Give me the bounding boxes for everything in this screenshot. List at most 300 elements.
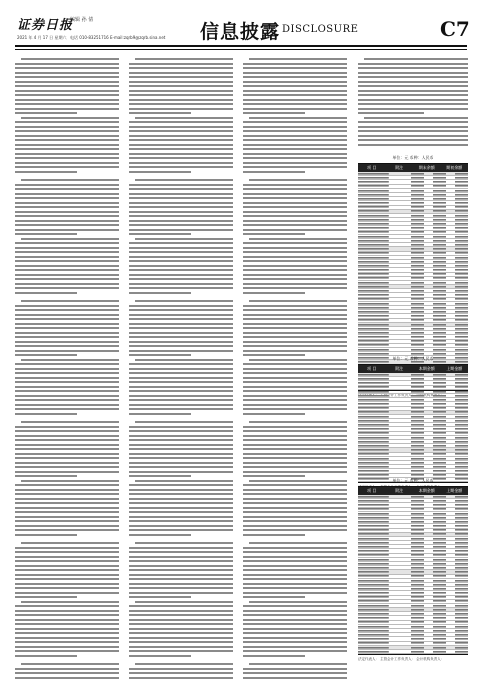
text-line — [243, 72, 347, 74]
text-line — [243, 628, 347, 630]
text-line — [15, 121, 119, 123]
table-cell — [424, 247, 446, 250]
table-cell — [446, 398, 468, 401]
text-line — [358, 135, 468, 137]
table-cell — [358, 268, 402, 271]
text-line — [358, 108, 468, 110]
table-cell — [358, 306, 402, 309]
table-cell — [446, 423, 468, 426]
text-line — [129, 85, 233, 87]
text-line — [15, 130, 119, 132]
text-line — [243, 206, 347, 208]
text-line — [15, 251, 119, 253]
table-cell — [446, 335, 468, 338]
table-row — [358, 650, 468, 654]
text-line — [15, 462, 119, 464]
table-cell — [402, 348, 424, 351]
table-cell — [402, 335, 424, 338]
table-cell — [358, 273, 402, 276]
text-line — [15, 318, 119, 320]
table-cell — [424, 197, 446, 200]
table-cell — [424, 218, 446, 221]
text-line — [243, 139, 347, 141]
table-cell — [358, 579, 402, 582]
table-cell — [402, 516, 424, 519]
table-cell — [402, 529, 424, 532]
text-line — [21, 601, 119, 603]
table-cell — [446, 440, 468, 443]
text-line — [249, 58, 347, 60]
table-cell — [424, 411, 446, 414]
text-line — [243, 292, 305, 294]
table-header: 项 目 附注 本期金额 上期金额 — [358, 487, 468, 495]
text-line — [129, 489, 233, 491]
table-cell — [446, 340, 468, 343]
text-line — [15, 139, 119, 141]
table-cell — [402, 453, 424, 456]
table-cell — [424, 596, 446, 599]
table-cell — [402, 176, 424, 179]
table-cell — [424, 193, 446, 196]
table-cell — [446, 319, 468, 322]
text-line — [243, 619, 347, 621]
text-line — [243, 408, 347, 410]
text-line — [243, 614, 347, 616]
table-cell — [446, 575, 468, 578]
text-line — [129, 623, 233, 625]
table-cell — [446, 256, 468, 259]
table-cell — [424, 465, 446, 468]
table-cell — [358, 298, 402, 301]
table-cell — [424, 600, 446, 603]
text-line — [15, 404, 119, 406]
text-line — [15, 112, 77, 114]
text-line — [243, 274, 347, 276]
text-line — [129, 354, 191, 356]
text-line — [243, 341, 347, 343]
table-cell — [358, 193, 402, 196]
text-line — [243, 596, 305, 598]
text-line — [15, 220, 119, 222]
text-line — [15, 99, 119, 101]
table-cell — [402, 302, 424, 305]
text-line — [15, 498, 119, 500]
table-cell — [402, 172, 424, 175]
table-cell — [358, 222, 402, 225]
text-line — [129, 430, 233, 432]
editor-credit: 编辑 孙 倩 — [70, 17, 94, 23]
text-line — [15, 628, 119, 630]
text-line — [15, 493, 119, 495]
text-line — [129, 368, 233, 370]
table-cell — [358, 457, 402, 460]
table-cell — [358, 432, 402, 435]
text-line — [15, 408, 119, 410]
text-line — [243, 157, 347, 159]
text-line — [243, 305, 347, 307]
table-cell — [424, 348, 446, 351]
table-cell — [446, 185, 468, 188]
text-line — [15, 327, 119, 329]
table-cell — [446, 545, 468, 548]
table-cell — [358, 302, 402, 305]
text-line — [243, 336, 347, 338]
text-line — [129, 592, 233, 594]
text-line — [243, 493, 347, 495]
text-line — [15, 650, 119, 652]
text-line — [15, 193, 119, 195]
text-line — [15, 256, 119, 258]
table-cell — [446, 646, 468, 649]
text-line — [15, 646, 119, 648]
table-cell — [446, 306, 468, 309]
text-line — [15, 507, 119, 509]
text-line — [21, 359, 119, 361]
text-line — [249, 300, 347, 302]
table-cell — [358, 344, 402, 347]
table-cell — [446, 444, 468, 447]
text-line — [358, 63, 468, 65]
table-cell — [424, 436, 446, 439]
text-line — [129, 457, 233, 459]
table-cell — [424, 554, 446, 557]
text-line — [129, 103, 233, 105]
text-line — [129, 318, 233, 320]
table-cell — [402, 247, 424, 250]
text-line — [15, 171, 77, 173]
text-line — [243, 144, 347, 146]
text-line — [243, 63, 347, 65]
table-cell — [402, 210, 424, 213]
table-cell — [424, 214, 446, 217]
text-line — [15, 332, 119, 334]
table-cell — [358, 516, 402, 519]
table-cell — [446, 419, 468, 422]
table-cell — [358, 444, 402, 447]
text-line — [15, 309, 119, 311]
table-cell — [424, 524, 446, 527]
table-cell — [402, 319, 424, 322]
text-line — [243, 354, 305, 356]
table-cell — [446, 285, 468, 288]
table-cell — [402, 444, 424, 447]
table-cell — [402, 180, 424, 183]
text-line — [243, 511, 347, 513]
table-cell — [424, 256, 446, 259]
table-cell — [446, 201, 468, 204]
table-cell — [402, 201, 424, 204]
table-cell — [424, 461, 446, 464]
table-cell — [424, 474, 446, 477]
table-cell — [402, 629, 424, 632]
table-cell — [424, 386, 446, 389]
table-cell — [402, 277, 424, 280]
table-cell — [358, 323, 402, 326]
table-cell — [402, 381, 424, 384]
text-line — [243, 148, 347, 150]
text-line — [15, 484, 119, 486]
table-cell — [402, 293, 424, 296]
text-line — [243, 650, 347, 652]
text-line — [15, 314, 119, 316]
table-cell — [402, 377, 424, 380]
table-cell — [424, 180, 446, 183]
text-line — [129, 287, 233, 289]
article-column-2 — [129, 58, 233, 680]
text-line — [15, 668, 119, 670]
text-line — [243, 211, 347, 213]
text-line — [15, 547, 119, 549]
table-cell — [446, 402, 468, 405]
text-line — [243, 265, 347, 267]
text-line — [15, 413, 77, 415]
table-cell — [402, 537, 424, 540]
text-line — [243, 435, 347, 437]
table-cell — [358, 637, 402, 640]
table-cell — [424, 453, 446, 456]
table-cell — [446, 189, 468, 192]
text-line — [243, 475, 305, 477]
table-cell — [446, 277, 468, 280]
text-line — [243, 399, 347, 401]
table-cell — [446, 281, 468, 284]
table-cell — [358, 495, 402, 498]
text-line — [15, 502, 119, 504]
text-line — [129, 399, 233, 401]
text-line — [135, 601, 233, 603]
table-cell — [446, 436, 468, 439]
text-line — [15, 372, 119, 374]
table-cell — [358, 281, 402, 284]
text-line — [243, 278, 347, 280]
text-line — [129, 341, 233, 343]
text-line — [129, 471, 233, 473]
text-line — [15, 632, 119, 634]
text-line — [129, 498, 233, 500]
table-cell — [446, 344, 468, 347]
table-cell — [424, 650, 446, 653]
text-line — [129, 345, 233, 347]
text-line — [243, 560, 347, 562]
table-cell — [424, 537, 446, 540]
table-cell — [402, 222, 424, 225]
table-cell — [402, 440, 424, 443]
text-line — [129, 583, 233, 585]
table-cell — [446, 298, 468, 301]
table-cell — [358, 423, 402, 426]
text-line — [15, 345, 119, 347]
text-line — [243, 569, 347, 571]
table-cell — [446, 210, 468, 213]
table-cell — [424, 302, 446, 305]
table-cell — [424, 508, 446, 511]
table-cell — [402, 583, 424, 586]
table-cell — [358, 616, 402, 619]
text-line — [135, 300, 233, 302]
text-line — [243, 529, 347, 531]
table-cell — [402, 533, 424, 536]
table-cell — [358, 419, 402, 422]
table-cell — [402, 289, 424, 292]
text-line — [243, 637, 347, 639]
text-line — [243, 444, 347, 446]
table-cell — [402, 436, 424, 439]
table-cell — [424, 340, 446, 343]
table-cell — [402, 545, 424, 548]
table-cell — [446, 323, 468, 326]
table-cell — [424, 423, 446, 426]
table-cell — [402, 218, 424, 221]
text-line — [129, 197, 233, 199]
text-line — [135, 359, 233, 361]
text-line — [129, 650, 233, 652]
text-line — [243, 345, 347, 347]
text-line — [129, 99, 233, 101]
table-cell — [424, 268, 446, 271]
text-line — [243, 655, 305, 657]
text-line — [129, 655, 191, 657]
table-cell — [446, 600, 468, 603]
table-cell — [424, 591, 446, 594]
table-cell — [402, 193, 424, 196]
table-cell — [402, 432, 424, 435]
table-header: 项 目 附注 期末余额 期初余额 — [358, 164, 468, 172]
table-cell — [358, 440, 402, 443]
table-cell — [358, 398, 402, 401]
text-line — [15, 211, 119, 213]
text-line — [129, 641, 233, 643]
table-cell — [402, 298, 424, 301]
table-cell — [358, 235, 402, 238]
table-cell — [358, 533, 402, 536]
table-cell — [402, 264, 424, 267]
text-line — [243, 130, 347, 132]
table-cell — [358, 247, 402, 250]
table-cell — [424, 529, 446, 532]
table-cell — [402, 579, 424, 582]
table-cell — [446, 465, 468, 468]
text-line — [129, 350, 233, 352]
table-cell — [446, 562, 468, 565]
table-cell — [358, 520, 402, 523]
table-cell — [424, 222, 446, 225]
table-cell — [424, 201, 446, 204]
table-cell — [402, 214, 424, 217]
text-line — [358, 130, 468, 132]
text-line — [15, 534, 77, 536]
text-line — [243, 363, 347, 365]
text-line — [129, 408, 233, 410]
text-line — [129, 247, 233, 249]
text-line — [129, 224, 233, 226]
table-cell — [424, 545, 446, 548]
table-cell — [402, 235, 424, 238]
table-cell — [446, 637, 468, 640]
text-line — [15, 341, 119, 343]
table-cell — [446, 621, 468, 624]
text-line — [15, 126, 119, 128]
table-cell — [424, 558, 446, 561]
table-cell — [424, 206, 446, 209]
table-cell — [424, 562, 446, 565]
table-cell — [446, 566, 468, 569]
text-line — [15, 569, 119, 571]
text-line — [129, 381, 233, 383]
table-cell — [446, 524, 468, 527]
text-line — [15, 363, 119, 365]
table-cell — [402, 495, 424, 498]
table-cell — [446, 214, 468, 217]
table-cell — [446, 235, 468, 238]
text-line — [243, 578, 347, 580]
table-cell — [424, 587, 446, 590]
table-cell — [424, 440, 446, 443]
text-line — [129, 81, 233, 83]
table-cell — [446, 499, 468, 502]
text-line — [129, 162, 233, 164]
table-cell — [424, 210, 446, 213]
text-line — [129, 251, 233, 253]
text-line — [129, 193, 233, 195]
table-cell — [446, 533, 468, 536]
text-line — [243, 188, 347, 190]
text-line — [15, 444, 119, 446]
table-cell — [402, 524, 424, 527]
text-line — [358, 144, 468, 146]
text-line — [243, 592, 347, 594]
table-cell — [358, 591, 402, 594]
table-cell — [358, 633, 402, 636]
text-line — [15, 265, 119, 267]
table-cell — [402, 612, 424, 615]
text-line — [243, 668, 347, 670]
text-line — [21, 480, 119, 482]
text-line — [129, 637, 233, 639]
text-line — [129, 448, 233, 450]
table-cell — [358, 256, 402, 259]
text-line — [243, 171, 305, 173]
text-line — [129, 188, 233, 190]
text-line — [243, 162, 347, 164]
text-line — [15, 188, 119, 190]
table-cell — [358, 176, 402, 179]
table-cell — [446, 642, 468, 645]
text-line — [15, 677, 119, 679]
text-line — [129, 507, 233, 509]
table-cell — [358, 537, 402, 540]
text-line — [129, 377, 233, 379]
text-line — [129, 148, 233, 150]
table-cell — [446, 554, 468, 557]
table-cell — [446, 616, 468, 619]
table-cell — [424, 629, 446, 632]
table-cell — [424, 625, 446, 628]
table-cell — [402, 499, 424, 502]
text-line — [243, 269, 347, 271]
table-cell — [424, 390, 446, 393]
text-line — [129, 72, 233, 74]
cash-flow-table — [358, 478, 468, 662]
table-cell — [424, 281, 446, 284]
text-line — [249, 238, 347, 240]
text-line — [129, 632, 233, 634]
table-cell — [402, 415, 424, 418]
text-line — [243, 103, 347, 105]
text-line — [15, 381, 119, 383]
table-cell — [402, 625, 424, 628]
text-line — [15, 390, 119, 392]
table-cell — [402, 596, 424, 599]
